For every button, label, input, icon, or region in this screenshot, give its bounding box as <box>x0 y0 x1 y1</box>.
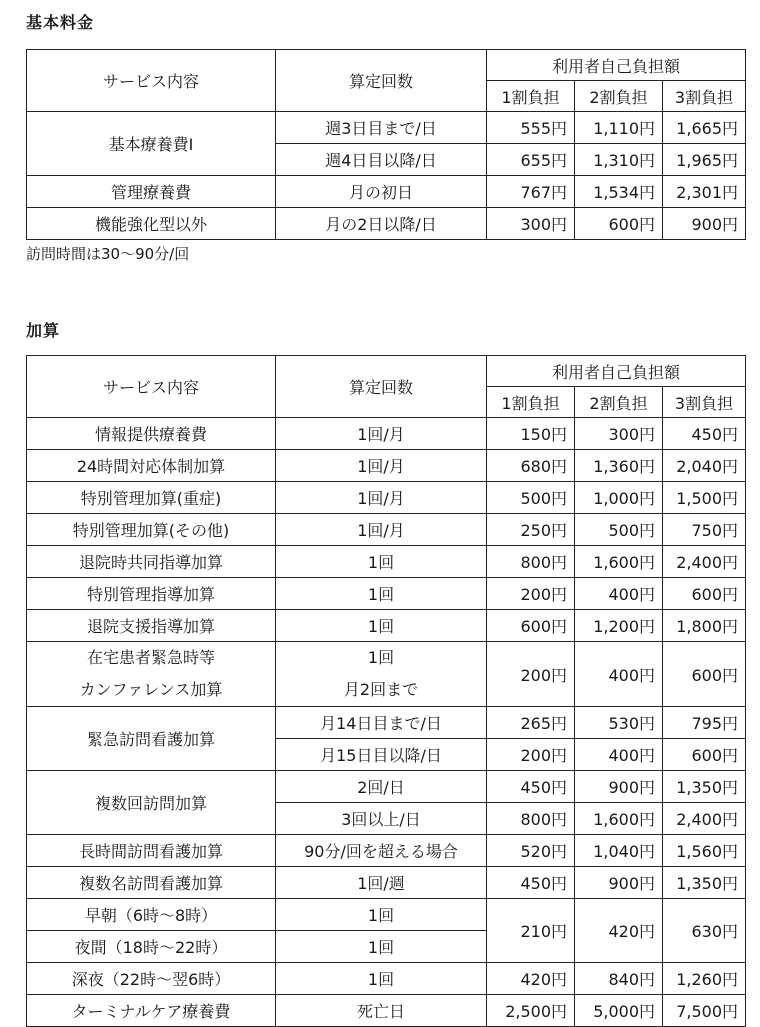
table-header-row <box>27 50 746 81</box>
service-cell: 退院支援指導加算 <box>27 610 276 642</box>
table-row <box>27 995 746 1027</box>
price-1-cell: 767円 <box>487 176 575 208</box>
price-2-cell: 400円 <box>575 739 663 771</box>
header-count: 算定回数 <box>276 356 487 418</box>
table-row <box>27 546 746 578</box>
count-cell: 1回/月 <box>276 482 487 514</box>
price-3-cell: 2,040円 <box>663 450 746 482</box>
table-row <box>27 899 746 931</box>
service-cell: 管理療養費 <box>27 176 276 208</box>
price-1-cell: 265円 <box>487 707 575 739</box>
price-1-cell: 800円 <box>487 546 575 578</box>
price-1-cell: 450円 <box>487 867 575 899</box>
price-2-cell: 1,000円 <box>575 482 663 514</box>
price-2-cell: 900円 <box>575 867 663 899</box>
table-row <box>27 482 746 514</box>
price-3-cell: 600円 <box>663 739 746 771</box>
count-cell: 1回 <box>276 899 487 931</box>
price-1-cell: 555円 <box>487 112 575 144</box>
service-cell: 複数名訪問看護加算 <box>27 867 276 899</box>
table-row <box>27 610 746 642</box>
price-3-cell: 450円 <box>663 418 746 450</box>
count-cell: 月15日目以降/日 <box>276 739 487 771</box>
count-line-1: 1回 <box>367 648 395 667</box>
count-cell: 月の2日以降/日 <box>276 208 487 240</box>
table-row <box>27 867 746 899</box>
price-2-cell: 840円 <box>575 963 663 995</box>
header-rate-3: 3割負担 <box>663 81 746 112</box>
price-2-cell: 1,534円 <box>575 176 663 208</box>
price-1-cell: 420円 <box>487 963 575 995</box>
header-rate-1: 1割負担 <box>487 81 575 112</box>
price-2-cell: 1,310円 <box>575 144 663 176</box>
price-2-cell: 420円 <box>575 899 663 963</box>
service-line-1: 在宅患者緊急時等 <box>86 648 215 667</box>
header-burden: 利用者自己負担額 <box>487 356 746 387</box>
price-3-cell: 600円 <box>663 578 746 610</box>
count-cell: 2回/日 <box>276 771 487 803</box>
table-row <box>27 208 746 240</box>
service-cell: 機能強化型以外 <box>27 208 276 240</box>
price-2-cell: 900円 <box>575 771 663 803</box>
count-cell: 1回 <box>276 610 487 642</box>
count-cell: 月14日目まで/日 <box>276 707 487 739</box>
visit-time-note: 訪問時間は30〜90分/回 <box>26 245 190 263</box>
service-line-2: カンファレンス加算 <box>79 680 223 699</box>
table-row <box>27 418 746 450</box>
price-3-cell: 1,350円 <box>663 867 746 899</box>
price-3-cell: 7,500円 <box>663 995 746 1027</box>
price-2-cell: 1,110円 <box>575 112 663 144</box>
price-2-cell: 400円 <box>575 642 663 707</box>
price-2-cell: 1,040円 <box>575 835 663 867</box>
service-cell: 早朝（6時〜8時） <box>27 899 276 931</box>
header-count: 算定回数 <box>276 50 487 112</box>
table-row <box>27 707 746 739</box>
price-2-cell: 5,000円 <box>575 995 663 1027</box>
price-3-cell: 1,965円 <box>663 144 746 176</box>
table-row <box>27 642 746 707</box>
table-row <box>27 963 746 995</box>
addition-table <box>26 355 746 1027</box>
price-2-cell: 1,600円 <box>575 803 663 835</box>
price-1-cell: 2,500円 <box>487 995 575 1027</box>
service-cell: 情報提供療養費 <box>27 418 276 450</box>
price-1-cell: 655円 <box>487 144 575 176</box>
count-cell: 1回 <box>276 546 487 578</box>
price-3-cell: 1,665円 <box>663 112 746 144</box>
service-cell: 特別管理加算(重症) <box>27 482 276 514</box>
count-cell <box>276 642 487 707</box>
header-rate-3: 3割負担 <box>663 387 746 418</box>
service-cell: 特別管理指導加算 <box>27 578 276 610</box>
count-cell: 1回/月 <box>276 418 487 450</box>
service-cell: 基本療養費Ⅰ <box>27 112 276 176</box>
service-cell: 夜間（18時〜22時） <box>27 931 276 963</box>
table-row <box>27 835 746 867</box>
price-1-cell: 520円 <box>487 835 575 867</box>
count-cell: 3回以上/日 <box>276 803 487 835</box>
count-cell: 1回 <box>276 963 487 995</box>
price-1-cell: 500円 <box>487 482 575 514</box>
price-1-cell: 250円 <box>487 514 575 546</box>
count-line-2: 月2回まで <box>343 680 419 699</box>
price-1-cell: 150円 <box>487 418 575 450</box>
table-row <box>27 771 746 803</box>
basic-fee-table <box>26 49 746 240</box>
price-3-cell: 1,260円 <box>663 963 746 995</box>
price-2-cell: 530円 <box>575 707 663 739</box>
service-cell: 緊急訪問看護加算 <box>27 707 276 771</box>
service-cell: 退院時共同指導加算 <box>27 546 276 578</box>
price-3-cell: 2,400円 <box>663 546 746 578</box>
table-row <box>27 514 746 546</box>
price-3-cell: 750円 <box>663 514 746 546</box>
table-row <box>27 112 746 144</box>
price-3-cell: 795円 <box>663 707 746 739</box>
header-service: サービス内容 <box>27 356 276 418</box>
count-cell: 1回 <box>276 578 487 610</box>
price-1-cell: 210円 <box>487 899 575 963</box>
table-header-row <box>27 356 746 387</box>
price-3-cell: 1,800円 <box>663 610 746 642</box>
price-1-cell: 800円 <box>487 803 575 835</box>
price-1-cell: 200円 <box>487 739 575 771</box>
count-cell: 1回 <box>276 931 487 963</box>
count-cell: 1回/月 <box>276 514 487 546</box>
header-burden: 利用者自己負担額 <box>487 50 746 81</box>
table-row <box>27 176 746 208</box>
price-1-cell: 300円 <box>487 208 575 240</box>
price-2-cell: 1,200円 <box>575 610 663 642</box>
price-1-cell: 600円 <box>487 610 575 642</box>
count-cell: 死亡日 <box>276 995 487 1027</box>
table-row <box>27 578 746 610</box>
price-2-cell: 1,360円 <box>575 450 663 482</box>
price-1-cell: 200円 <box>487 642 575 707</box>
service-cell: 長時間訪問看護加算 <box>27 835 276 867</box>
basic-fee-heading: 基本料金 <box>26 13 95 32</box>
header-rate-2: 2割負担 <box>575 81 663 112</box>
header-rate-1: 1割負担 <box>487 387 575 418</box>
table-row <box>27 450 746 482</box>
header-service: サービス内容 <box>27 50 276 112</box>
service-cell: ターミナルケア療養費 <box>27 995 276 1027</box>
price-3-cell: 1,500円 <box>663 482 746 514</box>
count-cell: 1回/月 <box>276 450 487 482</box>
count-cell: 1回/週 <box>276 867 487 899</box>
price-3-cell: 1,560円 <box>663 835 746 867</box>
price-3-cell: 630円 <box>663 899 746 963</box>
service-cell: 特別管理加算(その他) <box>27 514 276 546</box>
price-3-cell: 2,301円 <box>663 176 746 208</box>
price-1-cell: 680円 <box>487 450 575 482</box>
price-3-cell: 1,350円 <box>663 771 746 803</box>
price-2-cell: 500円 <box>575 514 663 546</box>
count-cell: 90分/回を超える場合 <box>276 835 487 867</box>
price-2-cell: 300円 <box>575 418 663 450</box>
count-cell: 月の初日 <box>276 176 487 208</box>
price-3-cell: 600円 <box>663 642 746 707</box>
price-3-cell: 2,400円 <box>663 803 746 835</box>
service-cell: 複数回訪問加算 <box>27 771 276 835</box>
service-cell <box>27 642 276 707</box>
price-1-cell: 450円 <box>487 771 575 803</box>
count-cell: 週3日目まで/日 <box>276 112 487 144</box>
count-cell: 週4日目以降/日 <box>276 144 487 176</box>
addition-heading: 加算 <box>26 321 61 340</box>
price-2-cell: 1,600円 <box>575 546 663 578</box>
service-cell: 深夜（22時〜翌6時） <box>27 963 276 995</box>
service-cell: 24時間対応体制加算 <box>27 450 276 482</box>
price-3-cell: 900円 <box>663 208 746 240</box>
header-rate-2: 2割負担 <box>575 387 663 418</box>
price-2-cell: 400円 <box>575 578 663 610</box>
price-2-cell: 600円 <box>575 208 663 240</box>
price-1-cell: 200円 <box>487 578 575 610</box>
